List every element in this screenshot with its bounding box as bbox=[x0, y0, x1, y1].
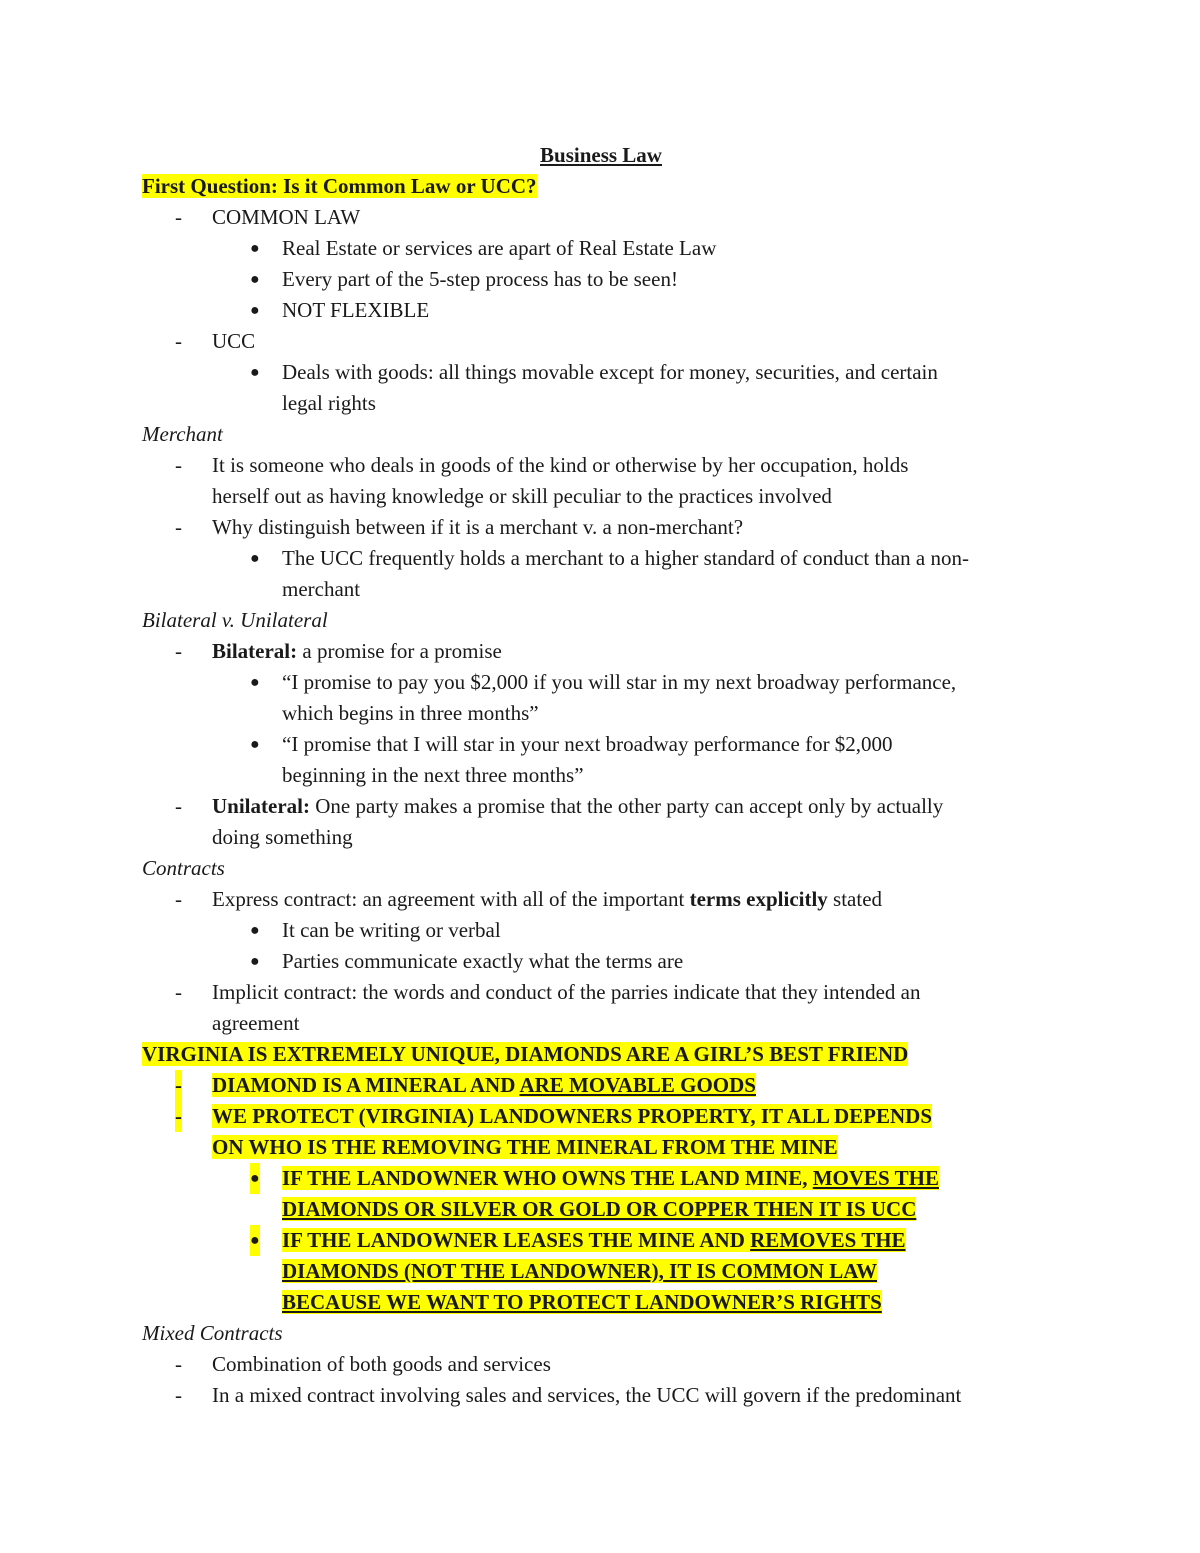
list-item: - Bilateral: a promise for a promise bbox=[175, 639, 502, 663]
list-item: - UCC bbox=[175, 329, 256, 353]
list-item: ● Every part of the 5-step process has to be seen! bbox=[250, 267, 678, 291]
virginia-heading: VIRGINIA IS EXTREMELY UNIQUE, DIAMONDS ARE A GIRL’S BEST FRIEND bbox=[142, 1042, 909, 1066]
list-item-continuation: BECAUSE WE WANT TO PROTECT LANDOWNER’S RIGHTS bbox=[282, 1290, 882, 1314]
list-item-continuation: herself out as having knowledge or skill peculiar to the practices involved bbox=[212, 484, 832, 508]
bilateral-heading: Bilateral v. Unilateral bbox=[142, 608, 328, 632]
list-item: ● The UCC frequently holds a merchant to a higher standard of conduct than a non- bbox=[250, 546, 969, 570]
list-item: - WE PROTECT (VIRGINIA) LANDOWNERS PROPERTY, IT ALL DEPENDS bbox=[142, 1101, 1060, 1132]
mixed-contracts-heading: Mixed Contracts bbox=[142, 1321, 283, 1345]
list-item: - DIAMOND IS A MINERAL AND ARE MOVABLE GOODS bbox=[142, 1070, 1060, 1101]
list-item-continuation: agreement bbox=[212, 1011, 300, 1035]
list-item: - Why distinguish between if it is a merchant v. a non-merchant? bbox=[175, 515, 744, 539]
list-item-continuation: merchant bbox=[282, 577, 361, 601]
list-item-continuation: beginning in the next three months” bbox=[282, 763, 584, 787]
list-item: ● “I promise that I will star in your next broadway performance for $2,000 bbox=[250, 732, 893, 756]
list-item-continuation: ON WHO IS THE REMOVING THE MINERAL FROM THE MINE bbox=[212, 1135, 838, 1159]
list-item: - Unilateral: One party makes a promise that the other party can accept only by actually bbox=[175, 794, 944, 818]
list-item: - Implicit contract: the words and conduct of the parries indicate that they intended an bbox=[175, 980, 921, 1004]
q1-heading: First Question: Is it Common Law or UCC? bbox=[142, 174, 537, 198]
list-item: ● Parties communicate exactly what the terms are bbox=[250, 949, 684, 973]
list-item: - Combination of both goods and services bbox=[175, 1352, 551, 1376]
contracts-heading: Contracts bbox=[142, 856, 225, 880]
list-item: ● NOT FLEXIBLE bbox=[250, 298, 430, 322]
list-item-continuation: DIAMONDS OR SILVER OR GOLD OR COPPER THEN IT IS UCC bbox=[282, 1197, 917, 1221]
document-title: Business Law bbox=[540, 143, 662, 167]
merchant-heading: Merchant bbox=[142, 422, 223, 446]
list-item-continuation: DIAMONDS (NOT THE LANDOWNER), IT IS COMMON LAW bbox=[282, 1259, 878, 1283]
list-item: ● Real Estate or services are apart of Real Estate Law bbox=[250, 236, 717, 260]
list-item: ● “I promise to pay you $2,000 if you will star in my next broadway performance, bbox=[250, 670, 957, 694]
list-item: - It is someone who deals in goods of the kind or otherwise by her occupation, holds bbox=[175, 453, 909, 477]
list-item-continuation: legal rights bbox=[282, 391, 376, 415]
list-item: ● IF THE LANDOWNER LEASES THE MINE AND REMOVES THE bbox=[142, 1225, 1060, 1256]
list-item: ● Deals with goods: all things movable except for money, securities, and certain bbox=[250, 360, 938, 384]
list-item: ● IF THE LANDOWNER WHO OWNS THE LAND MINE, MOVES THE bbox=[142, 1163, 1060, 1194]
list-item: - COMMON LAW bbox=[175, 205, 361, 229]
list-item-continuation: doing something bbox=[212, 825, 353, 849]
list-item: ● It can be writing or verbal bbox=[250, 918, 501, 942]
list-item: - In a mixed contract involving sales and services, the UCC will govern if the predominant bbox=[175, 1383, 962, 1407]
list-item-continuation: which begins in three months” bbox=[282, 701, 539, 725]
list-item: - Express contract: an agreement with all of the important terms explicitly stated bbox=[175, 887, 883, 911]
